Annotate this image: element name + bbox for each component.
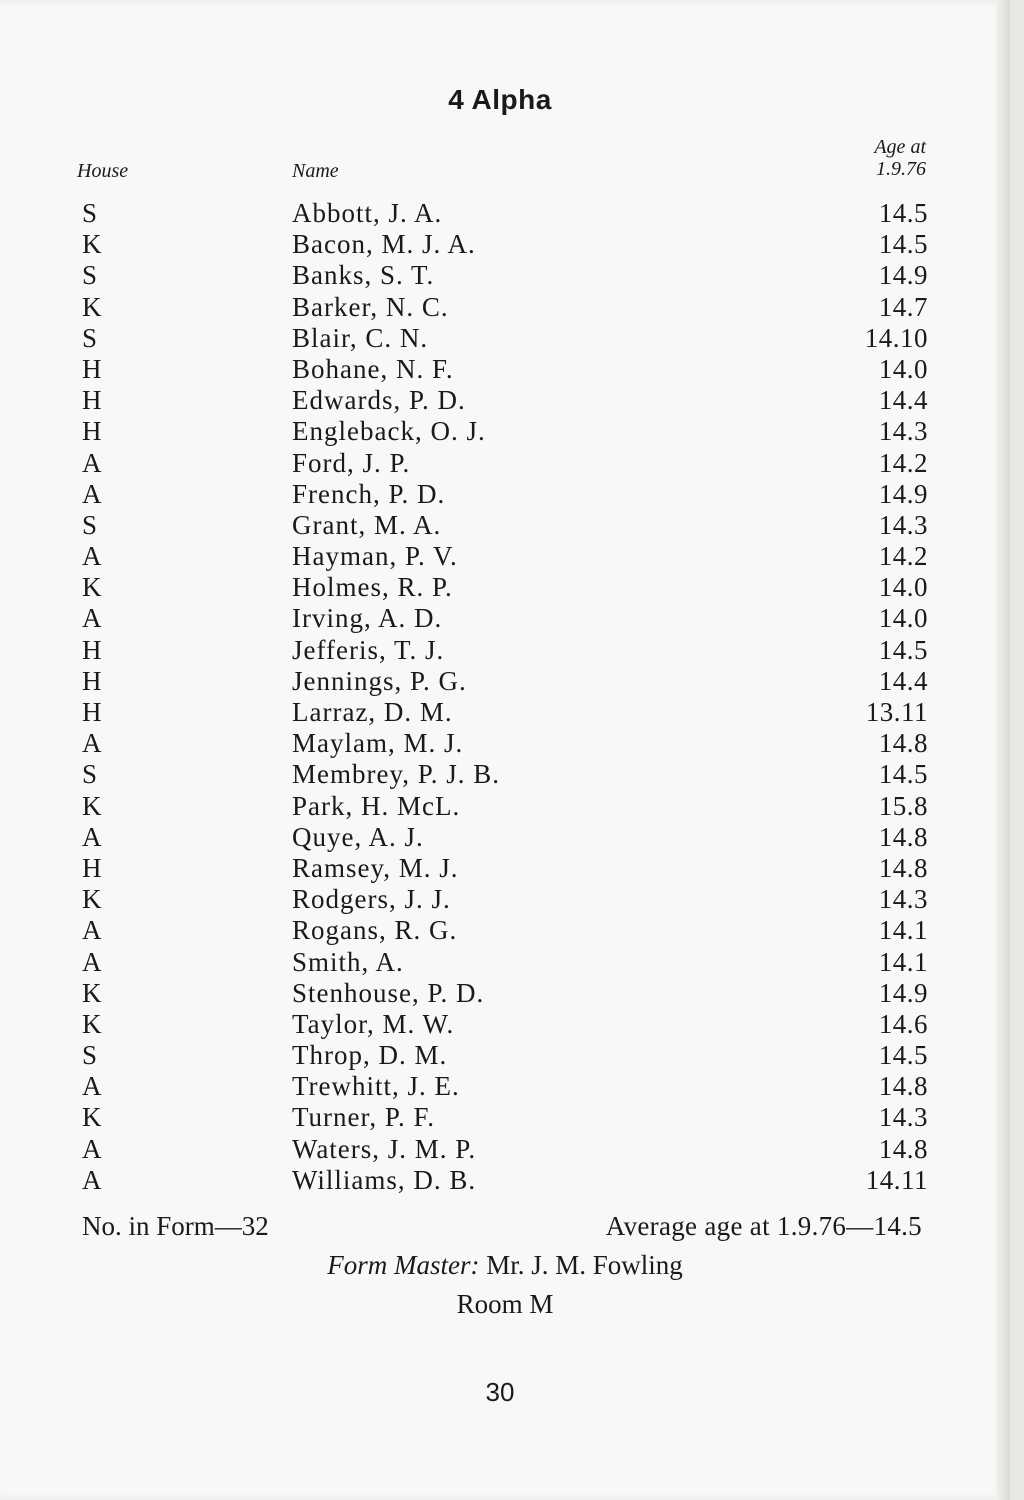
name-cell: Trewhitt, J. E. xyxy=(292,1071,460,1102)
list-item xyxy=(0,1009,1010,1040)
list-item xyxy=(0,354,1010,385)
list-item xyxy=(0,198,1010,229)
form-master-label: Form Master: xyxy=(327,1250,480,1280)
age-cell: 14.0 xyxy=(878,572,928,603)
list-item xyxy=(0,572,1010,603)
name-cell: Jefferis, T. J. xyxy=(292,634,445,665)
room: Room M xyxy=(456,1289,554,1319)
average-age: Average age at 1.9.76—14.5 xyxy=(605,1211,922,1241)
age-cell: 14.1 xyxy=(878,915,928,946)
house-cell: A xyxy=(82,821,102,852)
age-cell: 14.7 xyxy=(878,291,928,322)
list-item xyxy=(0,1071,1010,1102)
house-cell: H xyxy=(82,353,102,384)
list-item xyxy=(0,603,1010,634)
name-cell: Williams, D. B. xyxy=(292,1164,477,1195)
age-cell: 14.8 xyxy=(878,1071,928,1102)
age-cell: 14.11 xyxy=(865,1164,928,1195)
name-cell: Quye, A. J. xyxy=(292,821,424,852)
age-cell: 14.5 xyxy=(878,634,928,665)
list-item xyxy=(0,323,1010,354)
list-item xyxy=(0,853,1010,884)
house-cell: S xyxy=(82,759,98,790)
name-cell: Park, H. McL. xyxy=(292,790,461,821)
form-master-name: Mr. J. M. Fowling xyxy=(486,1250,683,1280)
page-number: 30 xyxy=(485,1377,515,1407)
list-item xyxy=(0,697,1010,728)
age-cell: 14.5 xyxy=(878,1040,928,1071)
name-cell: Banks, S. T. xyxy=(292,260,435,291)
age-cell: 14.0 xyxy=(878,603,928,634)
house-cell: H xyxy=(82,697,102,727)
house-cell: S xyxy=(82,198,98,228)
house-column-header: House xyxy=(77,160,129,182)
house-cell: A xyxy=(82,478,102,509)
form-summary xyxy=(82,1208,922,1244)
age-cell: 14.4 xyxy=(878,385,928,416)
age-header-line1: Age at xyxy=(874,136,926,158)
list-item xyxy=(0,1102,1010,1133)
name-cell: Larraz, D. M. xyxy=(292,697,453,727)
name-cell: Engleback, O. J. xyxy=(292,416,486,447)
house-cell: S xyxy=(82,260,98,291)
list-item xyxy=(0,1165,1010,1196)
age-column-header xyxy=(806,136,926,180)
age-cell: 14.8 xyxy=(878,852,928,883)
age-cell: 14.1 xyxy=(878,946,928,977)
house-cell: H xyxy=(82,385,102,416)
age-cell: 14.6 xyxy=(878,1008,928,1039)
age-header-line2: 1.9.76 xyxy=(876,158,926,180)
name-cell: Maylam, M. J. xyxy=(292,728,464,759)
list-item xyxy=(0,947,1010,978)
house-cell: A xyxy=(82,728,102,759)
name-cell: Stenhouse, P. D. xyxy=(292,977,485,1008)
list-item xyxy=(0,978,1010,1009)
age-cell: 14.9 xyxy=(878,260,928,291)
age-cell: 14.9 xyxy=(878,478,928,509)
age-cell: 14.2 xyxy=(878,447,928,478)
age-cell: 15.8 xyxy=(878,790,928,821)
house-cell: A xyxy=(82,1071,102,1102)
house-cell: S xyxy=(82,322,98,353)
name-cell: Throp, D. M. xyxy=(292,1040,448,1071)
house-cell: A xyxy=(82,603,102,634)
list-item xyxy=(0,416,1010,447)
age-cell: 14.2 xyxy=(878,541,928,572)
age-cell: 14.3 xyxy=(878,509,928,540)
list-item xyxy=(0,292,1010,323)
list-item xyxy=(0,822,1010,853)
name-cell: Smith, A. xyxy=(292,946,404,977)
form-master xyxy=(0,1247,1010,1283)
house-cell: A xyxy=(82,946,102,977)
house-cell: K xyxy=(82,884,102,915)
name-cell: Barker, N. C. xyxy=(292,291,449,322)
name-cell: French, P. D. xyxy=(292,478,446,509)
list-item xyxy=(0,448,1010,479)
list-item xyxy=(0,728,1010,759)
age-cell: 13.11 xyxy=(865,697,928,727)
house-cell: K xyxy=(82,1008,102,1039)
age-cell: 14.3 xyxy=(878,1102,928,1133)
list-item xyxy=(0,385,1010,416)
age-cell: 14.10 xyxy=(864,322,928,353)
name-cell: Ramsey, M. J. xyxy=(292,852,459,883)
house-cell: H xyxy=(82,634,102,665)
age-cell: 14.3 xyxy=(878,884,928,915)
name-cell: Ford, J. P. xyxy=(292,447,411,478)
list-item xyxy=(0,1134,1010,1165)
age-cell: 14.5 xyxy=(878,229,928,260)
list-item xyxy=(0,791,1010,822)
list-item xyxy=(0,541,1010,572)
name-cell: Bacon, M. J. A. xyxy=(292,229,476,260)
list-item xyxy=(0,666,1010,697)
list-item xyxy=(0,510,1010,541)
age-cell: 14.4 xyxy=(878,665,928,696)
house-cell: K xyxy=(82,1102,102,1133)
name-cell: Bohane, N. F. xyxy=(292,353,454,384)
house-cell: A xyxy=(82,1164,102,1195)
list-item xyxy=(0,884,1010,915)
house-cell: A xyxy=(82,1133,102,1164)
name-cell: Membrey, P. J. B. xyxy=(292,759,501,790)
name-cell: Hayman, P. V. xyxy=(292,541,458,572)
name-cell: Blair, C. N. xyxy=(292,322,429,353)
name-cell: Waters, J. M. P. xyxy=(292,1133,477,1164)
name-cell: Grant, M. A. xyxy=(292,509,442,540)
name-cell: Holmes, R. P. xyxy=(292,572,453,603)
form-count: No. in Form—32 xyxy=(82,1211,269,1241)
age-cell: 14.9 xyxy=(878,977,928,1008)
name-cell: Taylor, M. W. xyxy=(292,1008,455,1039)
list-item xyxy=(0,635,1010,666)
house-cell: A xyxy=(82,915,102,946)
age-cell: 14.8 xyxy=(878,728,928,759)
list-item xyxy=(0,759,1010,790)
age-cell: 14.8 xyxy=(878,1133,928,1164)
pupil-list xyxy=(0,198,1010,1196)
house-cell: H xyxy=(82,665,102,696)
house-cell: K xyxy=(82,977,102,1008)
name-cell: Irving, A. D. xyxy=(292,603,443,634)
name-cell: Abbott, J. A. xyxy=(292,198,443,228)
house-cell: K xyxy=(82,790,102,821)
name-cell: Jennings, P. G. xyxy=(292,665,467,696)
age-cell: 14.3 xyxy=(878,416,928,447)
house-cell: A xyxy=(82,541,102,572)
list-item xyxy=(0,229,1010,260)
house-cell: K xyxy=(82,229,102,260)
name-cell: Rodgers, J. J. xyxy=(292,884,451,915)
name-cell: Rogans, R. G. xyxy=(292,915,458,946)
house-cell: A xyxy=(82,447,102,478)
name-cell: Turner, P. F. xyxy=(292,1102,436,1133)
list-item xyxy=(0,260,1010,291)
house-cell: S xyxy=(82,1040,98,1071)
name-column-header: Name xyxy=(292,160,339,182)
age-cell: 14.0 xyxy=(878,353,928,384)
name-cell: Edwards, P. D. xyxy=(292,385,466,416)
list-item xyxy=(0,915,1010,946)
list-item xyxy=(0,479,1010,510)
house-cell: K xyxy=(82,572,102,603)
house-cell: S xyxy=(82,509,98,540)
page-title: 4 Alpha xyxy=(448,84,552,115)
list-item xyxy=(0,1040,1010,1071)
age-cell: 14.8 xyxy=(878,821,928,852)
house-cell: K xyxy=(82,291,102,322)
house-cell: H xyxy=(82,416,102,447)
house-cell: H xyxy=(82,852,102,883)
age-cell: 14.5 xyxy=(878,198,928,228)
age-cell: 14.5 xyxy=(878,759,928,790)
